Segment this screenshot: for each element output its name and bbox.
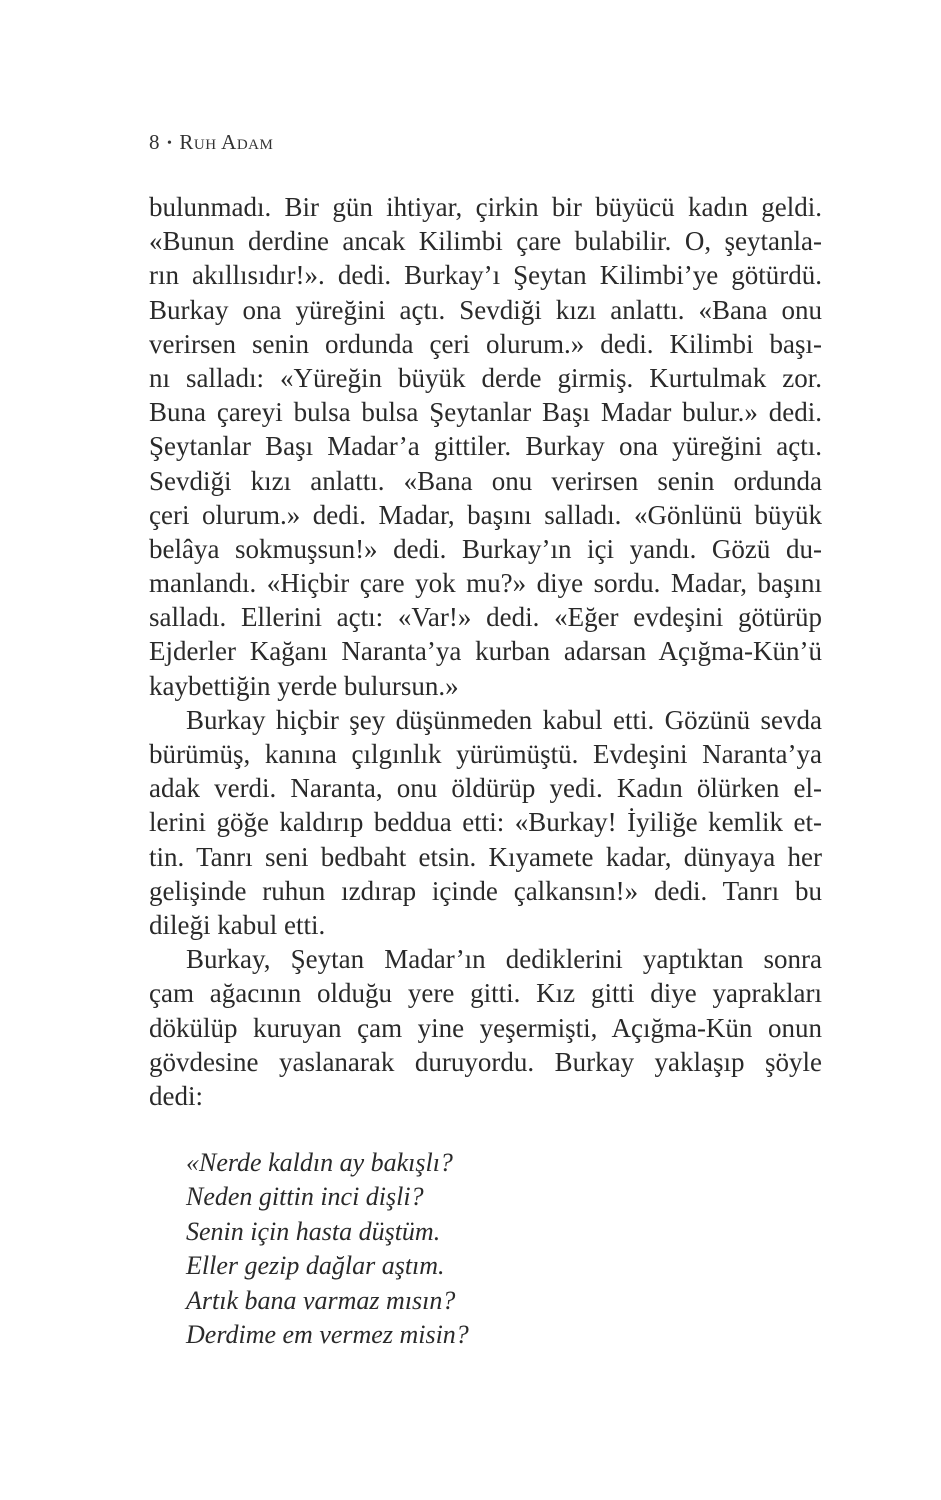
verse-line: Eller gezip dağlar aştım. [186,1251,445,1281]
verse-block [186,1146,826,1352]
text-line: nı salladı: «Yüreğin büyük derde girmiş. Kurtulmak zor. [149,362,822,393]
paragraph-3 [149,942,822,1113]
running-head [149,130,273,155]
text-line: bulunmadı. Bir gün ihtiyar, çirkin bir büyücü kadın geldi. [149,192,822,222]
paragraph-2 [149,703,822,942]
text-line: çeri olurum.» dedi. Madar, başını salladı. «Gönlünü büyük [149,499,822,530]
text-line: «Bunun derdine ancak Kilimbi çare bulabilir. O, şeytanla- [149,226,822,257]
text-line: gelişinde ruhun ızdırap içinde çalkansın!» dedi. Tanrı bu [149,875,822,906]
text-line: Buna çareyi bulsa bulsa Şeytanlar Başı Madar bulur.» dedi. [149,397,822,428]
text-line: belâya sokmuşsun!» dedi. Burkay’ın içi yandı. Gözü du- [149,533,822,564]
text-line: Şeytanlar Başı Madar’a gittiler. Burkay ona yüreğini açtı. [149,431,822,462]
text-line: dökülüp kuruyan çam yine yeşermişti, Açığma-Kün onun [149,1012,822,1043]
paragraph-1 [149,190,822,703]
page-number: 8 [149,130,160,154]
text-line: Burkay ona yüreğini açtı. Sevdiği kızı anlattı. «Bana onu [149,294,822,325]
verse-line: Derdime em vermez misin? [186,1319,469,1349]
text-line: adak verdi. Naranta, onu öldürüp yedi. Kadın ölürken el- [149,773,822,804]
text-line: kaybettiğin yerde bulursun.» [149,670,459,701]
text-line: çam ağacının olduğu yere gitti. Kız gitti diye yaprakları [149,978,822,1009]
text-line: bürümüş, kanına çılgınlık yürümüştü. Evdeşini Naranta’ya [149,739,822,769]
text-line: rın akıllısıdır!». dedi. Burkay’ı Şeytan Kilimbi’ye götürdü. [149,260,822,291]
text-line: gövdesine yaslanarak duruyordu. Burkay yaklaşıp şöyle [149,1046,822,1077]
text-line: dileği kabul etti. [149,909,326,940]
text-line: manlandı. «Hiçbir çare yok mu?» diye sordu. Madar, başını [149,568,822,599]
verse-line: Neden gittin inci dişli? [186,1182,424,1212]
text-line: salladı. Ellerini açtı: «Var!» dedi. «Eğer evdeşini götürüp [149,602,822,633]
text-line: Ejderler Kağanı Naranta’ya kurban adarsan Açığma-Kün’ü [149,636,822,667]
text-line: dedi: [149,1080,203,1111]
verse-line: «Nerde kaldın ay bakışlı? [186,1148,453,1177]
text-line: Burkay, Şeytan Madar’ın dediklerini yaptıktan sonra [186,944,822,975]
text-line: Sevdiği kızı anlattı. «Bana onu verirsen senin ordunda [149,465,822,496]
verse-line: Artık bana varmaz mısın? [186,1285,456,1315]
text-line: tin. Tanrı seni bedbaht etsin. Kıyamete kadar, dünyaya her [149,841,822,872]
book-title: Ruh Adam [179,130,274,154]
header-separator: • [167,136,173,151]
text-line: verirsen senin ordunda çeri olurum.» dedi. Kilimbi başı- [149,328,822,359]
text-line: Burkay hiçbir şey düşünmeden kabul etti. Gözünü sevda [186,704,822,735]
text-line: lerini göğe kaldırıp beddua etti: «Burkay! İyiliğe kemlik et- [149,807,822,838]
verse-line: Senin için hasta düştüm. [186,1216,441,1246]
body-text [149,190,822,1113]
